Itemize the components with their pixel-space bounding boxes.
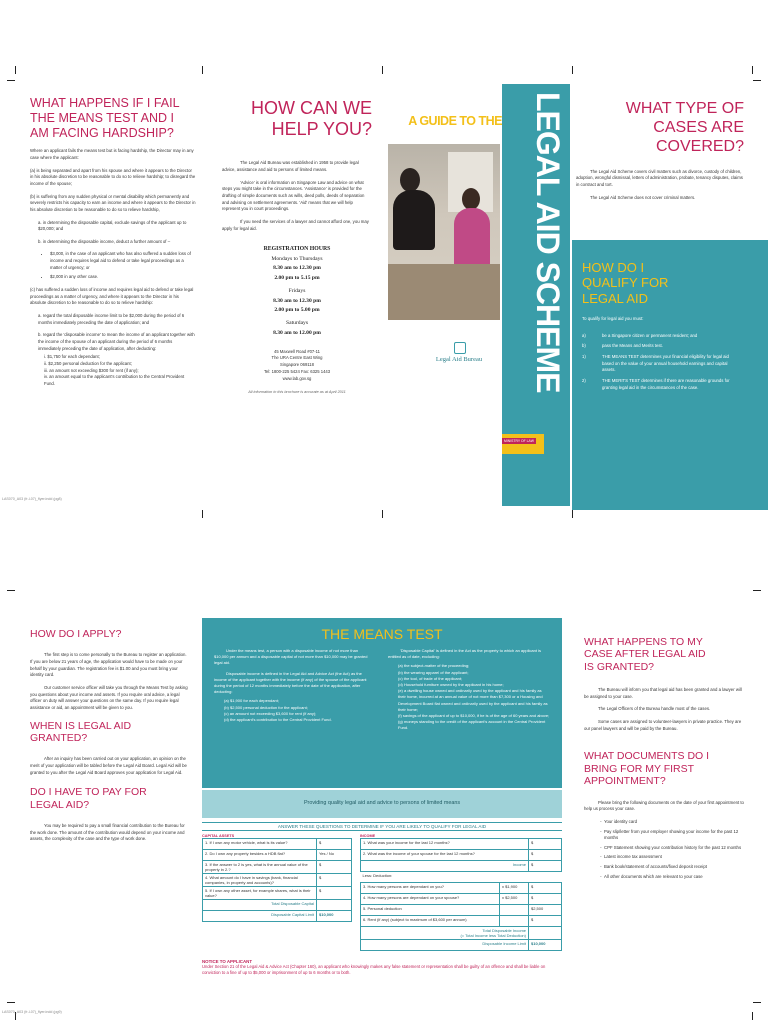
ministry-logo-label: MINISTRY OF LAW xyxy=(502,438,536,444)
documents-heading: WHAT DOCUMENTS DO I BRING FOR MY FIRST APPOINTMENT? xyxy=(584,750,710,788)
documents-list xyxy=(584,819,744,881)
income-question: Income xyxy=(361,861,529,872)
means-col2-item: (g) moneys standing to the credit of the applicant's account in the Central Provident Fund. xyxy=(398,719,546,731)
after-p1: The Bureau will inform you that legal aid has been granted and a lawyer will be assigned to your case. xyxy=(584,687,742,699)
capital-row xyxy=(203,887,352,900)
granted-heading: WHEN IS LEGAL AID GRANTED? xyxy=(30,719,132,744)
deduction-answer[interactable]: $ xyxy=(529,894,562,905)
panel-how-can-we-help xyxy=(222,98,372,394)
means-col1-item: (b) $2,500 personal deduction for the applicant; xyxy=(224,704,308,710)
income-row xyxy=(361,861,562,872)
apply-p1: The first step is to come personally to the Bureau to register an application. If you are below 21 years of age, the application would have to be made on your behalf by your guardian. The registration fee is $1.00 and you must bring your identity card. xyxy=(30,652,187,678)
deduction-row xyxy=(361,905,562,916)
hardship-para-b-i: a. in determining the disposable capital, exclude savings of the applicant up to $20,000; and xyxy=(38,219,187,232)
less-label: Less: Deduction: xyxy=(362,873,393,878)
hardship-para-b: (b) is suffering from any sudden physical or mental disability which permanently and severely restricts his capacity to earn an income and where it appears to the Director in his absolute discretion to be reasonable to do so to relieve hardship, xyxy=(30,193,196,212)
after-body xyxy=(584,687,744,732)
income-total-value[interactable] xyxy=(529,927,562,940)
after-p3: Some cases are assigned to volunteer-lawyers in private practice. They are our panel lawyers and will be paid by the Bureau. xyxy=(584,719,742,731)
slogan-text: Providing quality legal aid and advice to persons of limited means xyxy=(303,800,461,806)
income-question: 1. What was your income for the last 12 months? xyxy=(361,839,529,850)
capital-row xyxy=(203,850,352,861)
income-heading: INCOME xyxy=(360,834,376,838)
capital-row xyxy=(203,839,352,850)
deduction-multiplier: x $2,500 xyxy=(500,894,529,905)
hardship-para-a: (a) is being separated and apart from his spouse and where it appears to the Director in his absolute discretion to be reasonable to do so to relieve hardship; to disregard the income of the spouse; xyxy=(30,167,196,186)
document-item: - Your identity card xyxy=(604,819,744,826)
hardship-para-c-ii: b. regard the 'disposable income' to mean the income of an applicant together with the income of the spouse of an applicant during the period of 6 months immediately preceding the date of application, after deducting: xyxy=(38,332,195,351)
capital-answer[interactable]: $ xyxy=(317,887,352,900)
document-item: - CPF Statement showing your contribution history for the past 12 months xyxy=(604,845,744,852)
capital-limit-row xyxy=(203,911,352,922)
qualify-text: THE MERITS TEST determines if there are reasonable grounds for granting legal aid in the circumstances of the case. xyxy=(602,377,730,390)
income-row xyxy=(361,839,562,850)
capital-answer[interactable]: $ xyxy=(317,839,352,850)
deduction-answer: $2,500 xyxy=(529,905,562,916)
deduction-question: 6. Rent (if any) (subject to maximum of $3,600 per annum) xyxy=(361,916,500,927)
help-body xyxy=(222,160,372,232)
means-title: THE MEANS TEST xyxy=(321,626,443,642)
qualify-text: THE MEANS TEST determines your financial eligibility for legal aid based on the value of your annual household earnings and capital assets. xyxy=(602,353,729,373)
cover-title: LEGAL AID SCHEME xyxy=(530,92,566,393)
hardship-bullet: • $2,000 in any other case. xyxy=(50,274,196,281)
file-footer-2: LAS070_A03 (fr-l-07)_flyer.indd (pg9) xyxy=(2,1010,62,1014)
capital-total-row xyxy=(203,900,352,911)
qualify-item xyxy=(582,378,732,391)
income-column xyxy=(360,834,562,951)
capital-heading: CAPITAL ASSETS xyxy=(202,834,235,838)
capital-limit-label: Disposable Capital Limit xyxy=(203,911,317,922)
means-col1-p: Under the means test, a person with a disposable income of not more than $10,000 per annum and a disposable capital of not more than $10,000 may be granted legal aid. xyxy=(214,648,368,666)
means-col2-item: (d) Household furniture owned by the applicant in his home; xyxy=(398,681,504,687)
pay-heading: DO I HAVE TO PAY FOR LEGAL AID? xyxy=(30,786,147,811)
capital-question: 2. Do I own any property besides a HDB flat? xyxy=(203,850,317,861)
questionnaire xyxy=(202,822,562,976)
address-line: 45 Maxwell Road #07-11 xyxy=(273,348,320,354)
apply-p2: Our customer service officer will take you through the Means Test by asking you questions about your income and assets. If you require oral advice, a legal officer on duty will answer your questions on the same day. If you require legal assistance or aid, an appointment will be given to you. xyxy=(30,685,188,710)
hours-line: Mondays to Thursdays xyxy=(271,255,323,262)
pay-p: You may be required to pay a small financial contribution to the Bureau for the work done. The amount of the contribution would depend on your income and assets, the complexity of the case and the type of work done. xyxy=(30,823,185,842)
hardship-body xyxy=(30,148,196,387)
capital-total-value[interactable] xyxy=(317,900,352,911)
slogan-band xyxy=(202,790,562,818)
cases-heading: WHAT TYPE OF CASES ARE COVERED? xyxy=(625,100,744,155)
income-answer[interactable]: $ xyxy=(529,861,562,872)
deduction-multiplier xyxy=(500,905,529,916)
file-footer: LAS070_A03 (fr-l-07)_flyer.indd (pg8) xyxy=(2,497,62,501)
income-answer[interactable]: $ xyxy=(529,839,562,850)
income-question: 2. What was the income of your spouse for the last 12 months? xyxy=(361,850,529,861)
hours-line: 8.30 am to 12.30 pm xyxy=(273,265,321,272)
income-total-row xyxy=(361,927,562,940)
hours-line: 2.00 pm to 5.00 pm xyxy=(274,307,320,314)
qualify-box xyxy=(572,240,768,510)
address-line: www.lab.gov.sg xyxy=(282,375,312,381)
hardship-bullet: • $3,000, in the case of an applicant who has also suffered a sudden loss of income and requires legal aid to defend or take legal proceedings as a matter of urgency; or xyxy=(50,251,196,271)
notice-text: Under Section 21 of the Legal Aid & Advice Act (Chapter 160), an applicant who knowingly makes any false statement or representation shall be guilty of an offence and shall be liable on conviction to a fine of up to $5,000 or imprisonment of up to 6 months or to both. xyxy=(202,964,546,976)
capital-total-label: Total Disposable Capital xyxy=(203,900,317,911)
hours-line: 2.00 pm to 5.15 pm xyxy=(274,275,320,282)
deduction-item: iii. an amount not exceeding $300 for rent (if any); xyxy=(44,367,139,373)
hours-line: Fridays xyxy=(288,287,306,294)
income-answer[interactable]: $ xyxy=(529,850,562,861)
document-item: - Bank book/statement of accounts/fixed deposit receipt xyxy=(604,864,744,871)
capital-row xyxy=(203,861,352,874)
deduction-multiplier xyxy=(500,916,529,927)
means-col1-item: (d) the applicant's contribution to the Central Provident Fund. xyxy=(224,716,332,722)
qualify-text: pass the Means and Merits test. xyxy=(602,343,663,349)
capital-row xyxy=(203,874,352,887)
deduction-row xyxy=(361,894,562,905)
capital-question: 3. If the answer to 2 is yes, what is the annual value of the property in 2.? xyxy=(203,861,317,874)
means-col2-item: (b) the wearing apparel of the applicant; xyxy=(398,669,469,675)
deduction-question: 3. How many persons are dependant on you? xyxy=(361,883,500,894)
income-row xyxy=(361,850,562,861)
ministry-logo xyxy=(502,434,544,454)
deduction-row xyxy=(361,916,562,927)
address-line: Singapore 069118 xyxy=(280,362,314,368)
bureau-name: Legal Aid Bureau xyxy=(435,356,483,363)
cases-p1: The Legal Aid Scheme covers civil matters such as divorce, custody of children, adoption, wrongful dismissal, letters of administration, probate, tenancy disputes, claims in contract and tort. xyxy=(576,168,743,187)
capital-question: 1. If I own any motor vehicle, what is its value? xyxy=(203,839,317,850)
document-item: - Latest income tax assessment xyxy=(604,854,744,861)
bureau-logo-icon xyxy=(454,342,466,354)
income-total-label xyxy=(361,927,529,940)
help-heading: HOW CAN WE HELP YOU? xyxy=(251,98,372,140)
qualify-key: a) xyxy=(582,332,586,338)
cases-body xyxy=(576,169,744,202)
less-row xyxy=(361,872,562,883)
address-line: The URA Centre East Wing xyxy=(271,355,323,361)
photo-person-right-body xyxy=(454,208,490,272)
means-test-box xyxy=(202,618,562,788)
form-columns xyxy=(202,834,562,951)
deduction-question: 4. How many persons are dependant on your spouse? xyxy=(361,894,500,905)
deduction-row xyxy=(361,883,562,894)
hardship-para-b-ii: b. in determining the disposable income, deduct a further amount of – xyxy=(38,238,171,244)
photo-person-left-body xyxy=(393,190,435,250)
accuracy-note: All information in this brochure is accurate as at April 2011 xyxy=(248,390,346,395)
hardship-intro: Where an applicant fails the means test but is facing hardship, the Director may in any case where the applicant: xyxy=(30,148,194,160)
capital-question: 4. What amount do I have in savings (bank, financial companies, in property and accounts)? xyxy=(203,874,317,887)
means-col2-item: (f) savings of the applicant of up to $10,000, if he is of the age of 60 years and above; xyxy=(398,712,550,718)
qualify-body xyxy=(582,316,732,395)
capital-question: 5. If I own any other asset, for example shares, what is their value? xyxy=(203,887,317,900)
hardship-para-c: (c) has suffered a sudden loss of income and requires legal aid to defend or take legal proceedings as a matter of urgency, and where it appears to the Director in his absolute discretion to be reasonable to do so to relieve hardship: xyxy=(30,287,194,306)
deduction-answer[interactable]: $ xyxy=(529,883,562,894)
qualify-item xyxy=(582,343,732,350)
qualify-key: 2) xyxy=(582,377,586,383)
documents-intro: Please bring the following documents on the date of your first appointment to help us process your case. xyxy=(584,799,744,812)
means-col1-item: (a) $1,900 for each dependant; xyxy=(224,698,279,704)
hardship-para-c-i: a. regard the total disposable income limit to be $2,000 during the period of 6 months immediately preceding the date of application; and xyxy=(38,313,185,325)
capital-answer[interactable]: Yes / No xyxy=(317,850,352,861)
qualify-key: 1) xyxy=(582,353,586,359)
deduction-question: 5. Personal deduction xyxy=(361,905,500,916)
document-item: - All other documents which are relevant to your case xyxy=(604,874,744,881)
means-col2-item: (c) the tool, of trade of the applicant; xyxy=(398,675,463,681)
documents-body xyxy=(584,800,744,881)
means-col-1 xyxy=(214,648,372,723)
granted-p: After an inquiry has been carried out on your application, an opinion on the merit of your application will be tabled before the Legal Aid Board. Legal Aid will be granted to you after the Legal Aid Board approves your application for Legal Aid. xyxy=(30,756,187,775)
panel-after-granted xyxy=(584,636,744,883)
cover-photo xyxy=(388,144,500,320)
photo-person-left xyxy=(400,168,420,192)
means-col1-item: (c) an amount not exceeding $3,600 for rent (if any); xyxy=(224,710,317,716)
qualify-key: b) xyxy=(582,343,586,349)
income-limit-value: $10,000 xyxy=(529,940,562,951)
income-total-sub: (= Total Income less Total Deduction) xyxy=(460,933,526,938)
means-col-2 xyxy=(388,648,550,731)
deduction-item: i. $1,750 for each dependant; xyxy=(44,354,100,360)
cover-panel xyxy=(384,84,570,506)
help-p1: The Legal Aid Bureau was established in 1958 to provide legal advice, assistance and aid to persons of limited means. xyxy=(222,160,359,173)
means-col2-p: 'Disposable Capital' is defined in the Act as the property to which an applicant is entitled as of date, excluding: xyxy=(388,648,541,660)
apply-body xyxy=(30,652,190,711)
panel-cases-covered xyxy=(576,100,744,207)
help-p3: If you need the services of a lawyer and cannot afford one, you may apply for legal aid. xyxy=(222,219,369,231)
qualify-item xyxy=(582,333,732,340)
pay-body xyxy=(30,823,190,843)
capital-limit-value: $10,000 xyxy=(317,911,352,922)
qualify-intro: To qualify for legal aid you must: xyxy=(582,316,644,321)
hours-title: REGISTRATION HOURS xyxy=(263,246,331,253)
help-p2: 'Advice' is oral information on Singapore Law and advice on what steps you might take in the circumstances. 'Assistance' is provided for the drafting of simple documents such as wills, deed polls, deeds of separation and advising on settlement agreements. 'Aid' means that we will help represent you in court proceedings. xyxy=(222,179,365,212)
photo-person-right xyxy=(462,188,480,210)
means-col1-p2: Disposable income is defined in the Legal Aid and Advice Act (the Act) as the income of the applicant together with the income (if any) of the spouse of the applicant during the period of 12 months immediately before the date of the application, after deducting: xyxy=(214,670,367,695)
capital-answer[interactable]: $ xyxy=(317,874,352,887)
capital-answer[interactable]: $ xyxy=(317,861,352,874)
deduction-answer[interactable]: $ xyxy=(529,916,562,927)
address-line: Tel: 1800-225 5424 Fax: 6325 1443 xyxy=(263,368,331,374)
hours-line: 8.30 am to 12.30 pm xyxy=(273,297,321,304)
form-title: ANSWER THESE QUESTIONS TO DETERMINE IF YOU ARE LIKELY TO QUALIFY FOR LEGAL AID xyxy=(202,822,562,831)
income-limit-row xyxy=(361,940,562,951)
capital-table xyxy=(202,838,352,922)
cases-p2: The Legal Aid Scheme does not cover criminal matters. xyxy=(590,194,696,200)
qualify-text: be a Singapore citizen or permanent resident; and xyxy=(602,332,698,338)
notice-title: NOTICE TO APPLICANT xyxy=(202,959,253,964)
granted-body xyxy=(30,756,190,776)
address-block xyxy=(222,349,372,383)
income-limit-label: Disposable Income Limit xyxy=(361,940,529,951)
apply-heading: HOW DO I APPLY? xyxy=(30,628,122,640)
means-col2-item: (e) a dwelling house owned and ordinarily used by the applicant and his family as their home, incurred at an annual value of not more than $7,300 or a Housing and Development Board flat owned and ordinarily used by the applicant and his family as their home; xyxy=(398,688,548,712)
after-p2: The Legal Officers of the Bureau handle most of the cases. xyxy=(598,706,711,712)
panel-apply xyxy=(30,628,190,849)
hours-line: 8.30 am to 12.00 pm xyxy=(273,329,321,336)
deduction-multiplier: x $1,900 xyxy=(500,883,529,894)
hardship-bullets xyxy=(30,251,196,281)
qualify-item xyxy=(582,354,732,374)
hardship-heading: WHAT HAPPENS IF I FAIL THE MEANS TEST AND I AM FACING HARDSHIP? xyxy=(30,96,180,140)
means-col2-item: (a) the subject-matter of the proceeding; xyxy=(398,663,470,669)
photo-desk xyxy=(388,264,500,320)
panel-hardship xyxy=(30,96,196,388)
after-heading: WHAT HAPPENS TO MY CASE AFTER LEGAL AID IS GRANTED? xyxy=(584,636,706,673)
hours-line: Saturdays xyxy=(285,320,309,327)
notice xyxy=(202,959,562,976)
income-total-title: Total Disposable Income xyxy=(482,928,526,933)
income-table xyxy=(360,838,562,951)
qualify-heading: HOW DO I QUALIFY FOR LEGAL AID xyxy=(582,260,669,306)
deduction-item: ii. $2,250 personal deduction for the applicant; xyxy=(44,361,132,366)
capital-column xyxy=(202,834,352,951)
deduction-item: iv. an amount equal to the applicant's contribution to the Central Provident Fund. xyxy=(44,374,185,386)
registration-hours xyxy=(222,244,372,338)
document-item: - Pay slip/letter from your employer showing your income for the past 12 months xyxy=(604,829,744,842)
cover-prefix: A GUIDE TO THE xyxy=(408,114,502,128)
